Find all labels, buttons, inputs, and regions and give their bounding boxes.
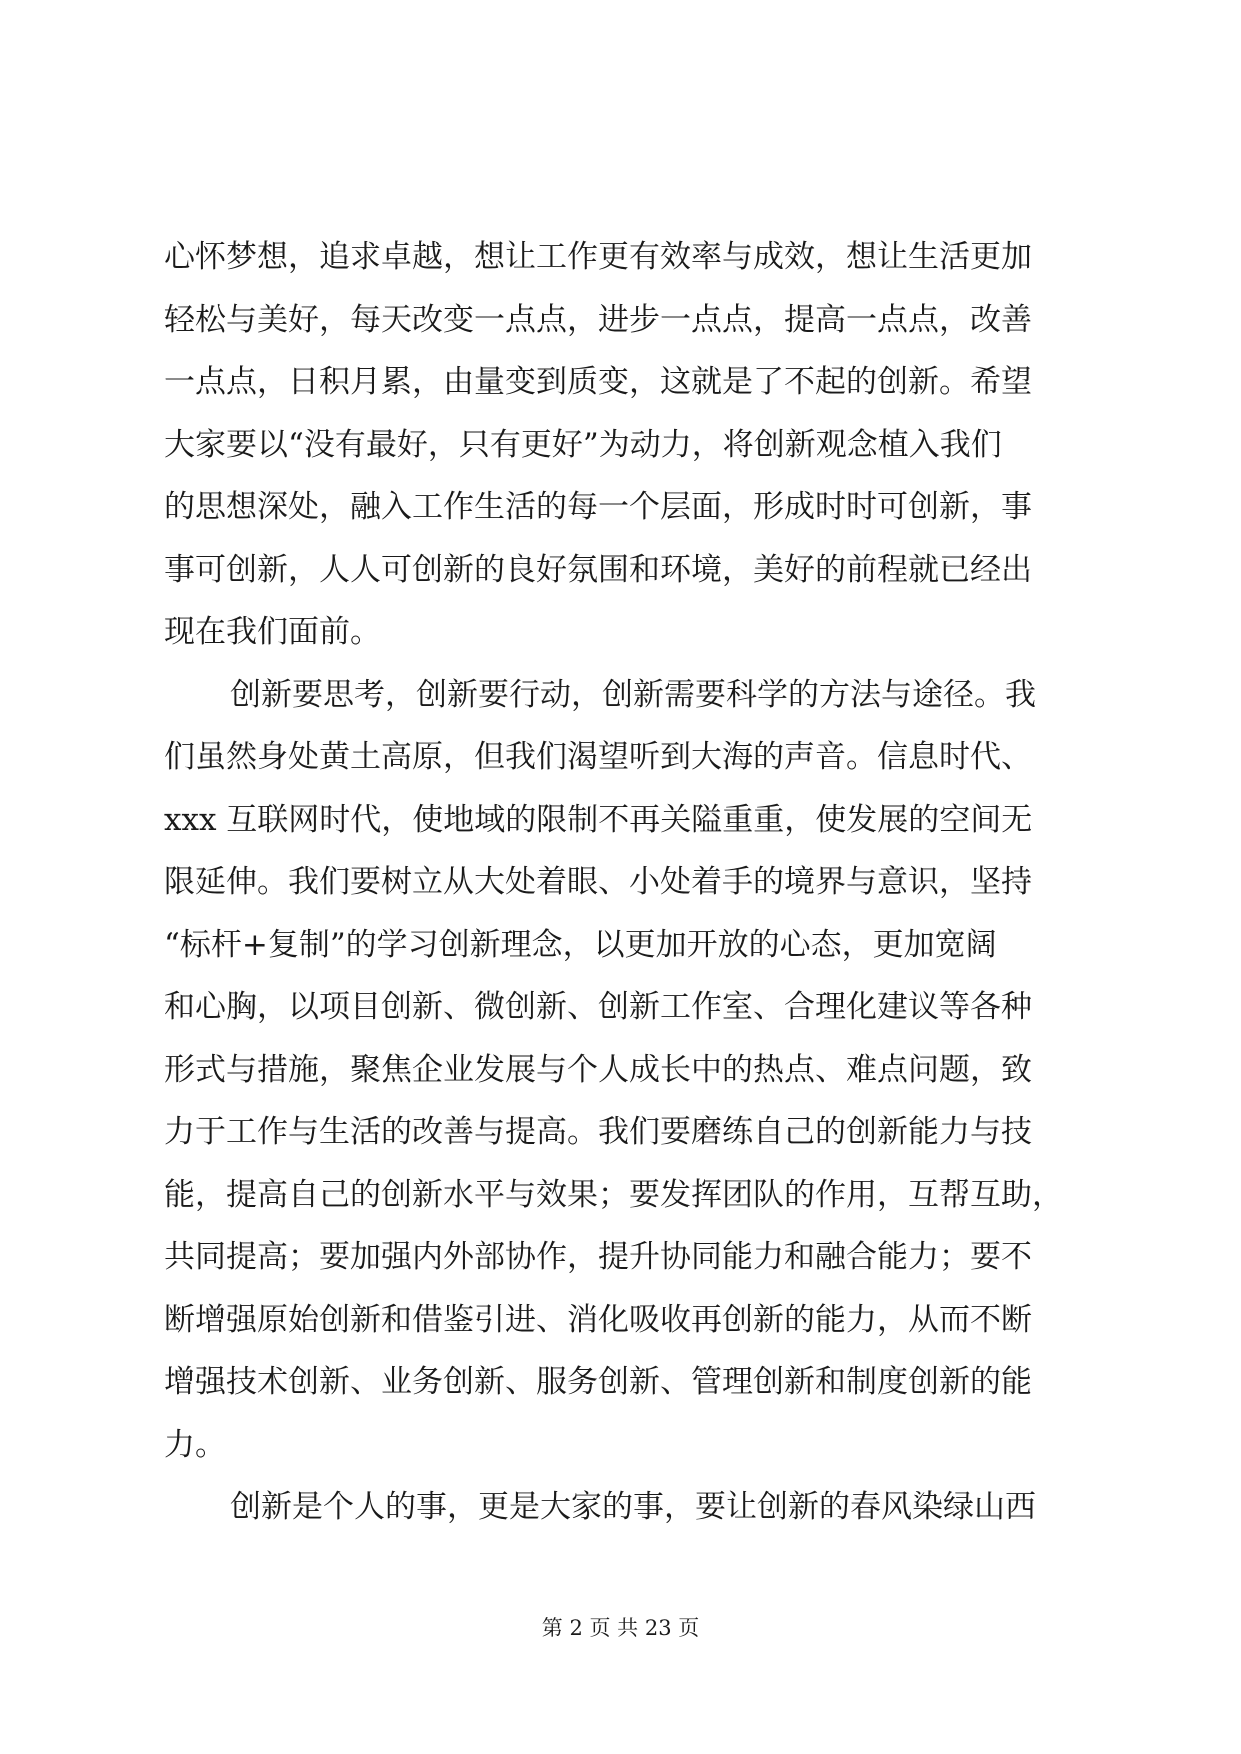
paragraph-3 <box>164 1476 1084 1539</box>
text-line: 创新要思考，创新要行动，创新需要科学的方法与途径。我 <box>230 676 1036 713</box>
text-line: 一点点，日积月累，由量变到质变，这就是了不起的创新。希望 <box>164 364 1032 400</box>
page-number-footer: 第 2 页 共 23 页 <box>541 1616 700 1640</box>
paragraph-2 <box>164 664 1084 1477</box>
text-line: 事可创新，人人可创新的良好氛围和环境，美好的前程就已经出 <box>164 551 1032 588</box>
text-line: 轻松与美好，每天改变一点点，进步一点点，提高一点点，改善 <box>164 301 1032 338</box>
text-line: 创新是个人的事，更是大家的事，要让创新的春风染绿山西 <box>230 1489 1036 1525</box>
paragraph-1 <box>164 226 1084 664</box>
text-line: 力于工作与生活的改善与提高。我们要磨练自己的创新能力与技 <box>164 1114 1032 1150</box>
text-line: 的思想深处，融入工作生活的每一个层面，形成时时可创新，事 <box>164 489 1032 525</box>
text-line: 力。 <box>164 1426 226 1463</box>
text-line: 现在我们面前。 <box>164 614 381 650</box>
text-line: 断增强原始创新和借鉴引进、消化吸收再创新的能力，从而不断 <box>164 1301 1032 1338</box>
text-line: 能，提高自己的创新水平与效果；要发挥团队的作用，互帮互助， <box>164 1176 1063 1213</box>
text-line: 增强技术创新、业务创新、服务创新、管理创新和制度创新的能 <box>164 1364 1032 1400</box>
text-line: “标杆+复制”的学习创新理念，以更加开放的心态，更加宽阔 <box>164 926 997 963</box>
text-line: 大家要以“没有最好，只有更好”为动力，将创新观念植入我们 <box>164 426 1002 463</box>
text-line: 共同提高；要加强内外部协作，提升协同能力和融合能力；要不 <box>164 1239 1032 1275</box>
text-line: 形式与措施，聚焦企业发展与个人成长中的热点、难点问题，致 <box>164 1051 1032 1088</box>
text-line: 和心胸，以项目创新、微创新、创新工作室、合理化建议等各种 <box>164 989 1032 1025</box>
text-line: 们虽然身处黄土高原，但我们渴望听到大海的声音。信息时代、 <box>164 739 1032 775</box>
text-line: xxx 互联网时代，使地域的限制不再关隘重重，使发展的空间无 <box>164 801 1033 838</box>
text-line: 限延伸。我们要树立从大处着眼、小处着手的境界与意识，坚持 <box>164 864 1032 900</box>
document-body <box>164 226 1084 1539</box>
text-line: 心怀梦想，追求卓越，想让工作更有效率与成效，想让生活更加 <box>164 239 1032 275</box>
